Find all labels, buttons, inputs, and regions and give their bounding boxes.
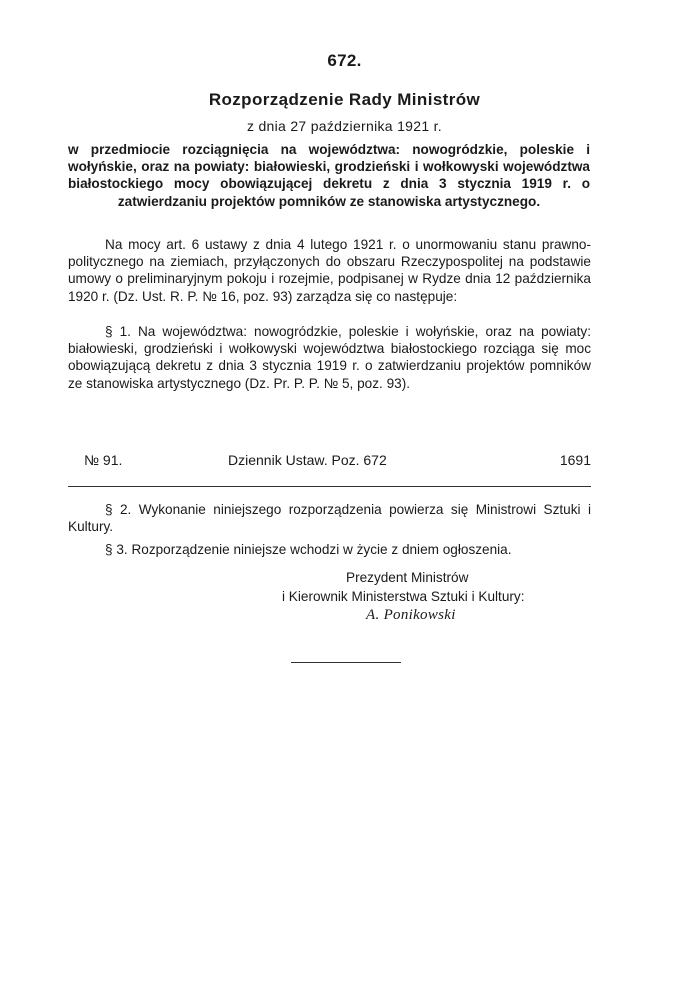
issue-number: № 91. [84,452,123,468]
signatory-role: i Kierownik Ministerstwa Sztuki i Kultury: [282,589,525,604]
running-head [68,452,591,472]
document-title: Rozporządzenie Rady Ministrów [208,90,481,109]
document-number: 672. [327,51,362,70]
page-number: 1691 [559,452,591,468]
signatory-name: A. Ponikowski [366,607,456,623]
journal-reference: Dziennik Ustaw. Poz. 672 [228,452,387,468]
section-2: § 2. Wykonanie niniejszego rozporządzenia powierza się Ministrowi Sztuki i Kultury. [68,502,591,535]
header-rule [68,486,591,487]
section-3: § 3. Rozporządzenie niniejsze wchodzi w życie z dniem ogłoszenia. [105,542,512,557]
section-1: § 1. Na województwa: nowogródzkie, poleskie i wołyńskie, oraz na powiaty: białowieski, grodzieński i wołkowyski województwa białostockiego rozciąga się moc obowiązującą dekretu z dnia 3 stycznia 1919 r. o zatwierdzaniu projektów pomników ze stanowiska artystycznego (Dz. Pr. P. P. № 5, poz. 93). [68,324,591,391]
signatory-title: Prezydent Ministrów [346,570,469,585]
document-date: z dnia 27 października 1921 r. [246,118,442,134]
intro-paragraph: Na mocy art. 6 ustawy z dnia 4 lutego 1921 r. o unormowaniu stanu prawno-politycznego na ziemiach, przyłączonych do obszaru Rzeczypospolitej na podstawie umowy o preliminaryjnym pokoju i rozejmie, podpisanej w Rydze dnia 12 października 1920 r. (Dz. Ust. R. P. № 16, poz. 93) zarządza się co następuje: [68,237,591,304]
document-subject: w przedmiocie rozciągnięcia na województwa: nowogródzkie, poleskie i wołyńskie, oraz na powiaty: białowieski, grodzieński i wołkowyski województwa białostockiego mocy obowiązującej dekretu z dnia 3 stycznia 1919 r. o zatwierdzaniu projektów pomników ze stanowiska artystycznego. [68,142,590,209]
closing-rule [291,662,401,663]
